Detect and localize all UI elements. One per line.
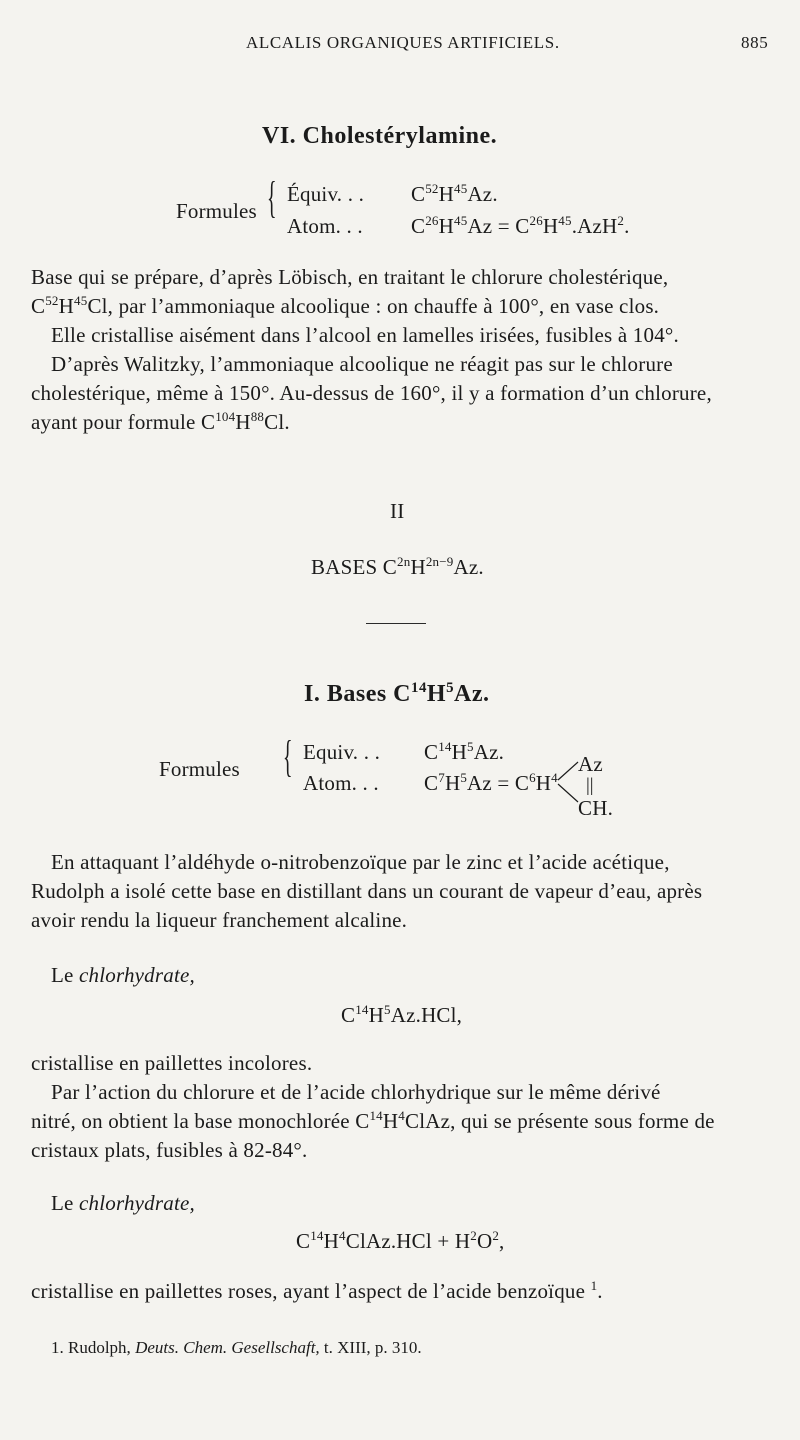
section-divider — [366, 623, 426, 624]
chlorhydrate-intro-1: Le chlorhydrate, — [51, 963, 195, 987]
part-heading: BASES $C^{2n}H^{2n-9}Az$. — [311, 554, 484, 579]
equiv-formula: $C^{52}H^{45}Az$. — [411, 181, 498, 206]
text-line: nitré, on obtient la base monochlorée $C^{14}H^4ClAz$, qui se présente sous forme de — [31, 1108, 715, 1133]
text-line: cristallise en paillettes incolores. — [31, 1051, 313, 1075]
text-line: cristallise en paillettes roses, ayant l’aspect de l’acide benzoïque $^1$. — [31, 1278, 603, 1303]
page-number: 885 — [741, 33, 769, 52]
ring-az: Az — [578, 752, 603, 776]
text-line: avoir rendu la liqueur franchement alcaline. — [31, 908, 408, 932]
ring-double-bond: || — [586, 775, 594, 796]
section-title-bases: I. Bases $C^{14}H^5Az$. — [304, 680, 490, 707]
text-line: Rudolph a isolé cette base en distillant dans un courant de vapeur d’eau, après — [31, 879, 703, 903]
text-line: Par l’action du chlorure et de l’acide chlorhydrique sur le même dérivé — [51, 1080, 661, 1104]
text-line: $C^{52}H^{45}Cl$, par l’ammoniaque alcoolique : on chauffe à 100°, en vase clos. — [31, 293, 660, 318]
part-numeral: II — [390, 499, 405, 523]
atom-label: Atom. . . — [303, 771, 379, 795]
running-title: ALCALIS ORGANIQUES ARTIFICIELS. — [246, 33, 560, 52]
chlorhydrate-intro-2: Le chlorhydrate, — [51, 1191, 195, 1215]
formules-label: Formules — [176, 199, 257, 223]
brace-glyph: { — [283, 732, 293, 781]
atom-formula: $C^{26}H^{45}Az = C^{26}H^{45}.AzH^2$. — [411, 213, 630, 238]
equiv-label: Equiv. . . — [303, 740, 381, 764]
brace-glyph: { — [267, 173, 277, 222]
text-line: cholestérique, même à 150°. Au-dessus de 160°, il y a formation d’un chlorure, — [31, 381, 712, 405]
atom-label: Atom. . . — [287, 214, 363, 238]
text-line: Elle cristallise aisément dans l’alcool en lamelles irisées, fusibles à 104°. — [51, 323, 679, 347]
text-line: D’après Walitzky, l’ammoniaque alcoolique ne réagit pas sur le chlorure — [51, 352, 673, 376]
footnote: 1. Rudolph, Deuts. Chem. Gesellschaft, t. XIII, p. 310. — [51, 1338, 422, 1357]
text-line: Base qui se prépare, d’après Löbisch, en traitant le chlorure cholestérique, — [31, 265, 669, 289]
text-line: En attaquant l’aldéhyde o-nitrobenzoïque par le zinc et l’acide acétique, — [51, 850, 670, 874]
equiv-formula: $C^{14}H^5Az$. — [424, 739, 505, 764]
ring-ch: CH. — [578, 796, 614, 820]
equiv-label: Équiv. . . — [287, 182, 365, 206]
formules-label: Formules — [159, 757, 240, 781]
section-title-cholesterylamine: VI. Cholestérylamine. — [262, 123, 498, 149]
chlorhydrate-formula-1: $C^{14}H^5Az.HCl$, — [341, 1002, 463, 1027]
chlorhydrate-formula-2: $C^{14}H^4ClAz.HCl + H^2O^2$, — [296, 1228, 505, 1253]
atom-formula: $C^7H^5Az = C^6H^4$ — [424, 770, 558, 795]
text-line: ayant pour formule $C^{104}H^{88}Cl$. — [31, 409, 290, 434]
text-line: cristaux plats, fusibles à 82-84°. — [31, 1138, 308, 1162]
